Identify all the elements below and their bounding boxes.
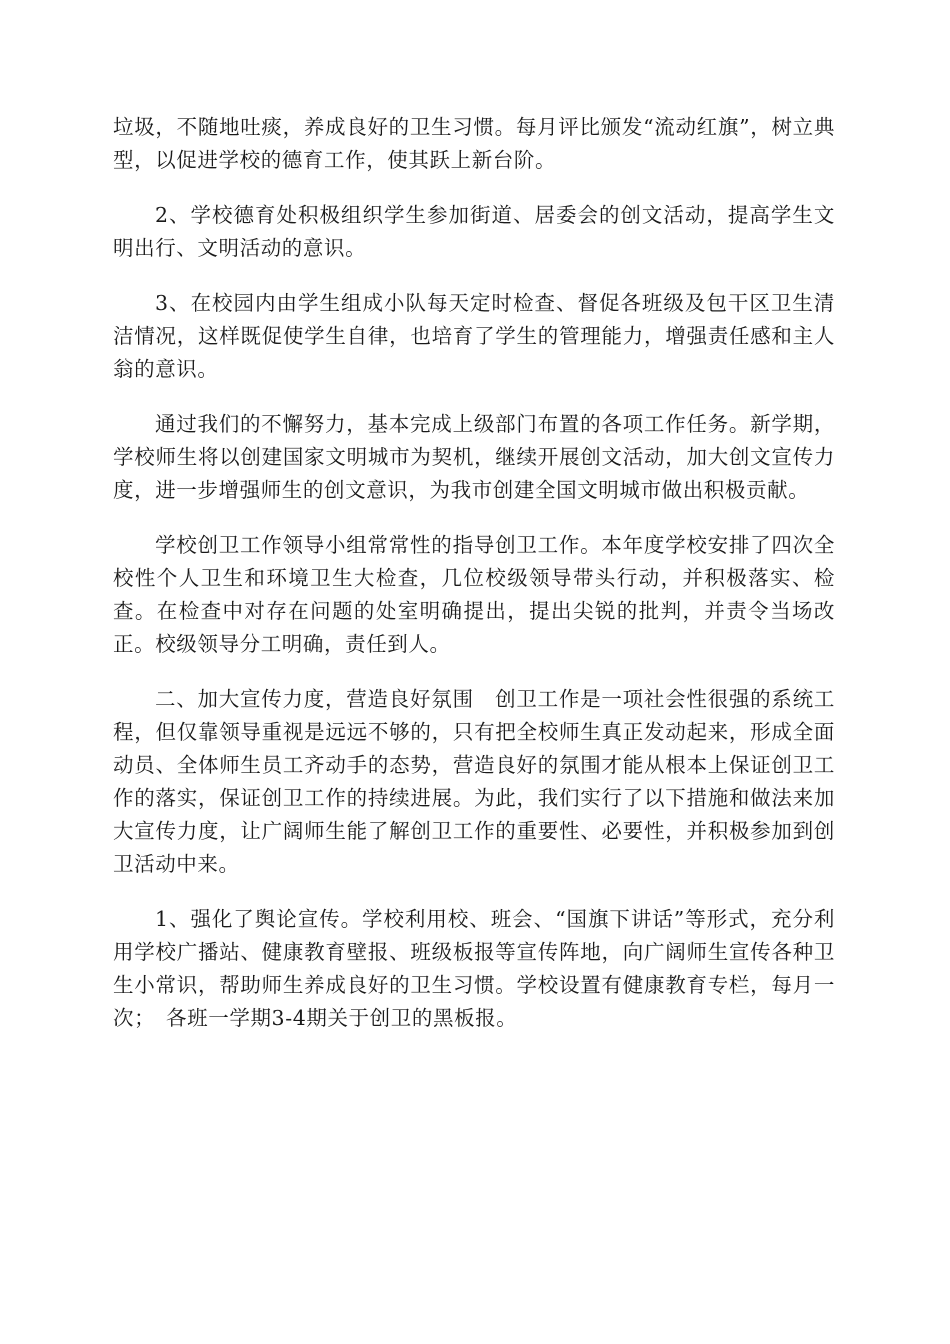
paragraph-2: 2、学校德育处积极组织学生参加街道、居委会的创文活动，提高学生文明出行、文明活动的意识。 xyxy=(113,203,835,260)
paragraph-7: 1、强化了舆论宣传。学校利用校、班会、“国旗下讲话”等形式，充分利用学校广播站、健康教育壁报、班级板报等宣传阵地，向广阔师生宣传各种卫生小常识，帮助师生养成良好的卫生习惯。学校设置有健康教育专栏，每月一次； 各班一学期3-4期关于创卫的黑板报。 xyxy=(113,907,835,1030)
paragraph-4: 通过我们的不懈努力，基本完成上级部门布置的各项工作任务。新学期，学校师生将以创建国家文明城市为契机，继续开展创文活动，加大创文宣传力度，进一步增强师生的创文意识，为我市创建全国文明城市做出积极贡献。 xyxy=(113,412,835,502)
paragraph-1: 垃圾，不随地吐痰，养成良好的卫生习惯。每月评比颁发“流动红旗”，树立典型，以促进学校的德育工作，使其跃上新台阶。 xyxy=(113,115,835,172)
paragraph-5: 学校创卫工作领导小组常常性的指导创卫工作。本年度学校安排了四次全校性个人卫生和环境卫生大检查，几位校级领导带头行动，并积极落实、检查。在检查中对存在问题的处室明确提出，提出尖锐的批判，并责令当场改正。校级领导分工明确，责任到人。 xyxy=(113,533,835,656)
document-body xyxy=(113,111,835,1057)
paragraph-3: 3、在校园内由学生组成小队每天定时检查、督促各班级及包干区卫生清洁情况，这样既促使学生自律，也培育了学生的管理能力，增强责任感和主人翁的意识。 xyxy=(113,291,835,381)
paragraph-6: 二、加大宣传力度，营造良好氛围 创卫工作是一项社会性很强的系统工程，但仅靠领导重视是远远不够的，只有把全校师生真正发动起来，形成全面动员、全体师生员工齐动手的态势，营造良好的氛围才能从根本上保证创卫工作的落实，保证创卫工作的持续进展。为此，我们实行了以下措施和做法来加大宣传力度，让广阔师生能了解创卫工作的重要性、必要性，并积极参加到创卫活动中来。 xyxy=(113,687,835,876)
